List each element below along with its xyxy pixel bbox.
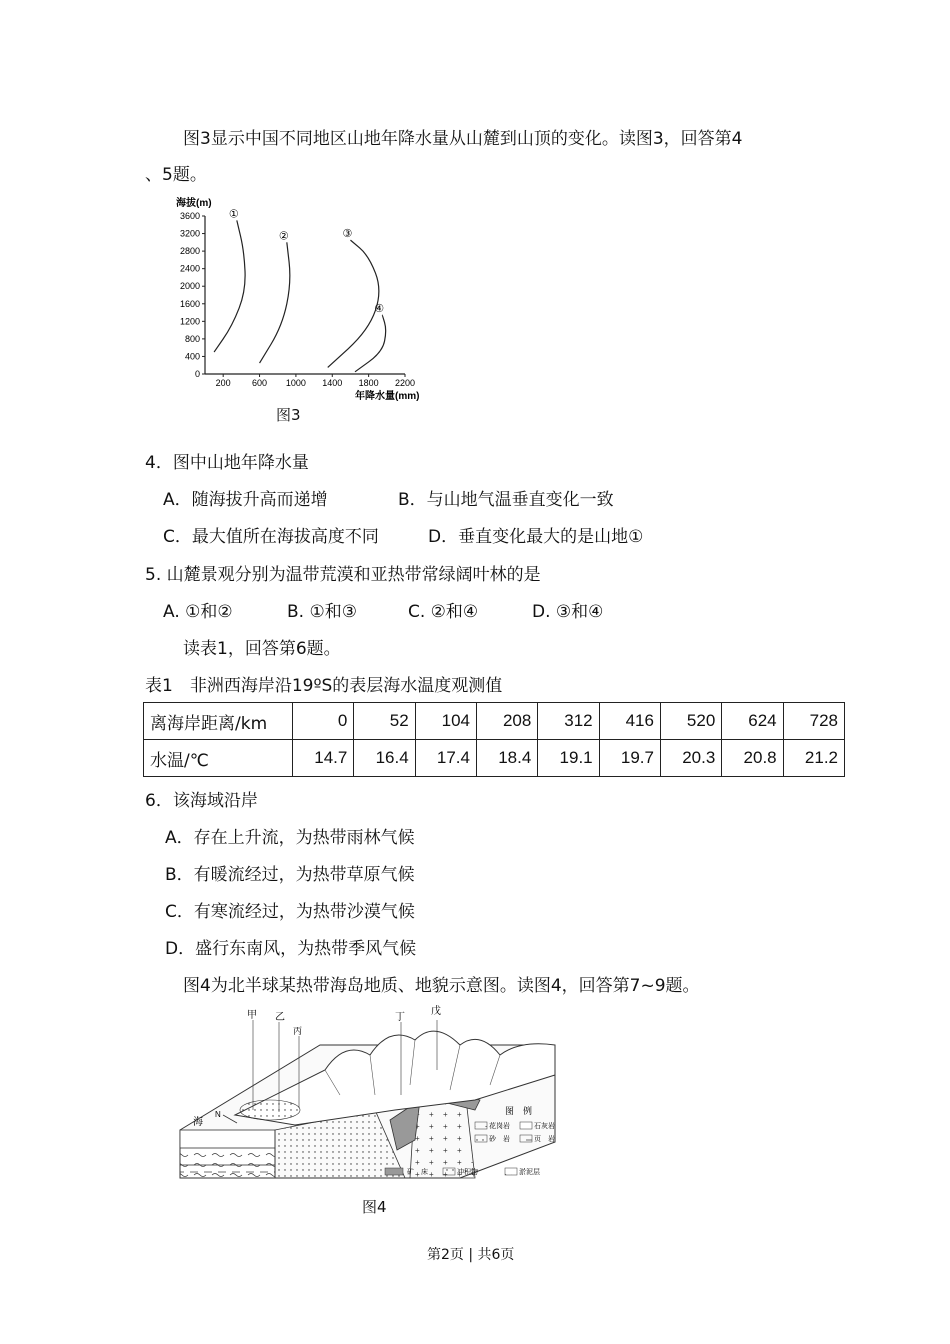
table-cell: 104 [415, 703, 476, 740]
table-cell: 0 [293, 703, 354, 740]
shale-layer [180, 1165, 275, 1178]
intro-q45-line2: 、5题。 [145, 165, 207, 185]
legend-item: 页 岩 [534, 1136, 555, 1143]
legend-item: 石灰岩 [534, 1123, 555, 1130]
figure-3-caption: 图3 [276, 406, 301, 424]
curve-3 [328, 240, 379, 367]
curve-label-3: ③ [342, 228, 353, 241]
curve-1 [214, 220, 245, 352]
legend-item: 矿 床 [407, 1169, 428, 1176]
table-cell: 312 [538, 703, 599, 740]
table1-title: 表1 非洲西海岸沿19ºS的表层海水温度观测值 [145, 676, 503, 696]
legend-swatch [475, 1135, 487, 1142]
table-row [144, 740, 845, 777]
legend-swatch [385, 1168, 403, 1175]
q4-option-d: D．垂直变化最大的是山地① [428, 527, 644, 547]
intro-q6: 读表1，回答第6题。 [183, 639, 341, 659]
table-cell: 52 [354, 703, 415, 740]
beach-area [240, 1100, 300, 1120]
q4-option-a: A．随海拔升高而递增 [163, 490, 328, 510]
table-row-header: 离海岸距离/km [144, 703, 293, 740]
y-tick-label: 800 [184, 333, 200, 344]
x-tick-label: 2200 [394, 378, 416, 388]
legend-swatch [505, 1168, 517, 1175]
table-cell: 728 [783, 703, 844, 740]
y-tick-label: 2800 [179, 246, 200, 257]
label-ding: 丁 [395, 1012, 405, 1023]
q5-option-b: B. ①和③ [287, 602, 357, 622]
legend-swatch [443, 1168, 455, 1175]
legend-title: 图 例 [505, 1106, 533, 1116]
legend-item: 花岗岩 [489, 1123, 510, 1130]
table-cell: 21.2 [783, 740, 844, 777]
table-cell: 624 [722, 703, 783, 740]
label-sea: 海 [193, 1117, 203, 1128]
curve-2 [260, 242, 290, 363]
label-wu: 戊 [431, 1006, 441, 1017]
x-tick-label: 200 [215, 378, 231, 388]
legend-swatch [475, 1122, 487, 1129]
x-tick-label: 600 [252, 378, 268, 388]
curve-4 [355, 315, 386, 372]
intro-q45-line1: 图3显示中国不同地区山地年降水量从山麓到山顶的变化。读图3，回答第4 [183, 129, 743, 149]
legend-swatch [520, 1122, 532, 1129]
table-cell: 208 [476, 703, 537, 740]
y-tick-label: 3200 [179, 228, 200, 239]
q6-option-c: C．有寒流经过，为热带沙漠气候 [165, 902, 415, 922]
figure-3-chart [150, 192, 420, 420]
page-footer: 第2页 | 共6页 [427, 1247, 515, 1263]
q4-option-c: C．最大值所在海拔高度不同 [163, 527, 379, 547]
north-arrow-label: N [215, 1110, 221, 1119]
curve-label-4: ④ [374, 302, 385, 315]
curve-label-2: ② [278, 230, 289, 243]
q5-option-c: C. ②和④ [408, 602, 479, 622]
x-tick-label: 1400 [322, 378, 343, 388]
table-cell: 19.7 [599, 740, 660, 777]
q4-stem: 4．图中山地年降水量 [145, 453, 309, 473]
q4-option-b: B．与山地气温垂直变化一致 [398, 490, 614, 510]
q5-option-a: A. ①和② [163, 602, 233, 622]
intro-q79: 图4为北半球某热带海岛地质、地貌示意图。读图4，回答第7~9题。 [183, 976, 700, 996]
x-axis-label: 年降水量(mm) [355, 391, 420, 402]
table-row [144, 703, 845, 740]
q6-option-a: A．存在上升流，为热带雨林气候 [165, 828, 415, 848]
table-cell: 14.7 [293, 740, 354, 777]
table-cell: 17.4 [415, 740, 476, 777]
label-yi: 乙 [275, 1012, 285, 1023]
figure-4-caption: 图4 [362, 1198, 387, 1216]
legend-item: 砂 岩 [489, 1136, 510, 1143]
legend-item: 冲积物 [457, 1169, 478, 1176]
y-tick-label: 1200 [179, 316, 200, 327]
x-tick-label: 1000 [285, 378, 306, 388]
label-bing: 丙 [293, 1026, 303, 1036]
curve-label-1: ① [228, 208, 239, 221]
x-tick-label: 1800 [358, 378, 379, 388]
y-tick-label: 2400 [179, 263, 200, 274]
y-tick-label: 0 [194, 369, 200, 379]
table-cell: 20.3 [660, 740, 721, 777]
table-cell: 19.1 [538, 740, 599, 777]
legend-item: 淤泥层 [519, 1169, 540, 1176]
table-cell: 18.4 [476, 740, 537, 777]
q6-option-d: D．盛行东南风，为热带季风气候 [165, 939, 417, 959]
q5-stem: 5. 山麓景观分别为温带荒漠和亚热带常绿阔叶林的是 [145, 565, 541, 585]
y-tick-label: 2000 [179, 281, 200, 292]
y-tick-label: 400 [184, 351, 200, 362]
figure-4-diagram [175, 1000, 565, 1186]
table-cell: 20.8 [722, 740, 783, 777]
table-cell: 416 [599, 703, 660, 740]
q5-option-d: D. ③和④ [532, 602, 604, 622]
q6-option-b: B．有暖流经过，为热带草原气候 [165, 865, 415, 885]
label-jia: 甲 [247, 1010, 257, 1021]
table-row-header: 水温/℃ [144, 740, 293, 777]
y-tick-label: 1600 [179, 298, 200, 309]
legend-swatch [520, 1135, 532, 1142]
table-cell: 16.4 [354, 740, 415, 777]
y-tick-label: 3600 [179, 211, 200, 221]
table-1 [143, 702, 845, 777]
table-cell: 520 [660, 703, 721, 740]
y-axis-label: 海拔(m) [176, 198, 212, 209]
q6-stem: 6．该海域沿岸 [145, 791, 258, 811]
